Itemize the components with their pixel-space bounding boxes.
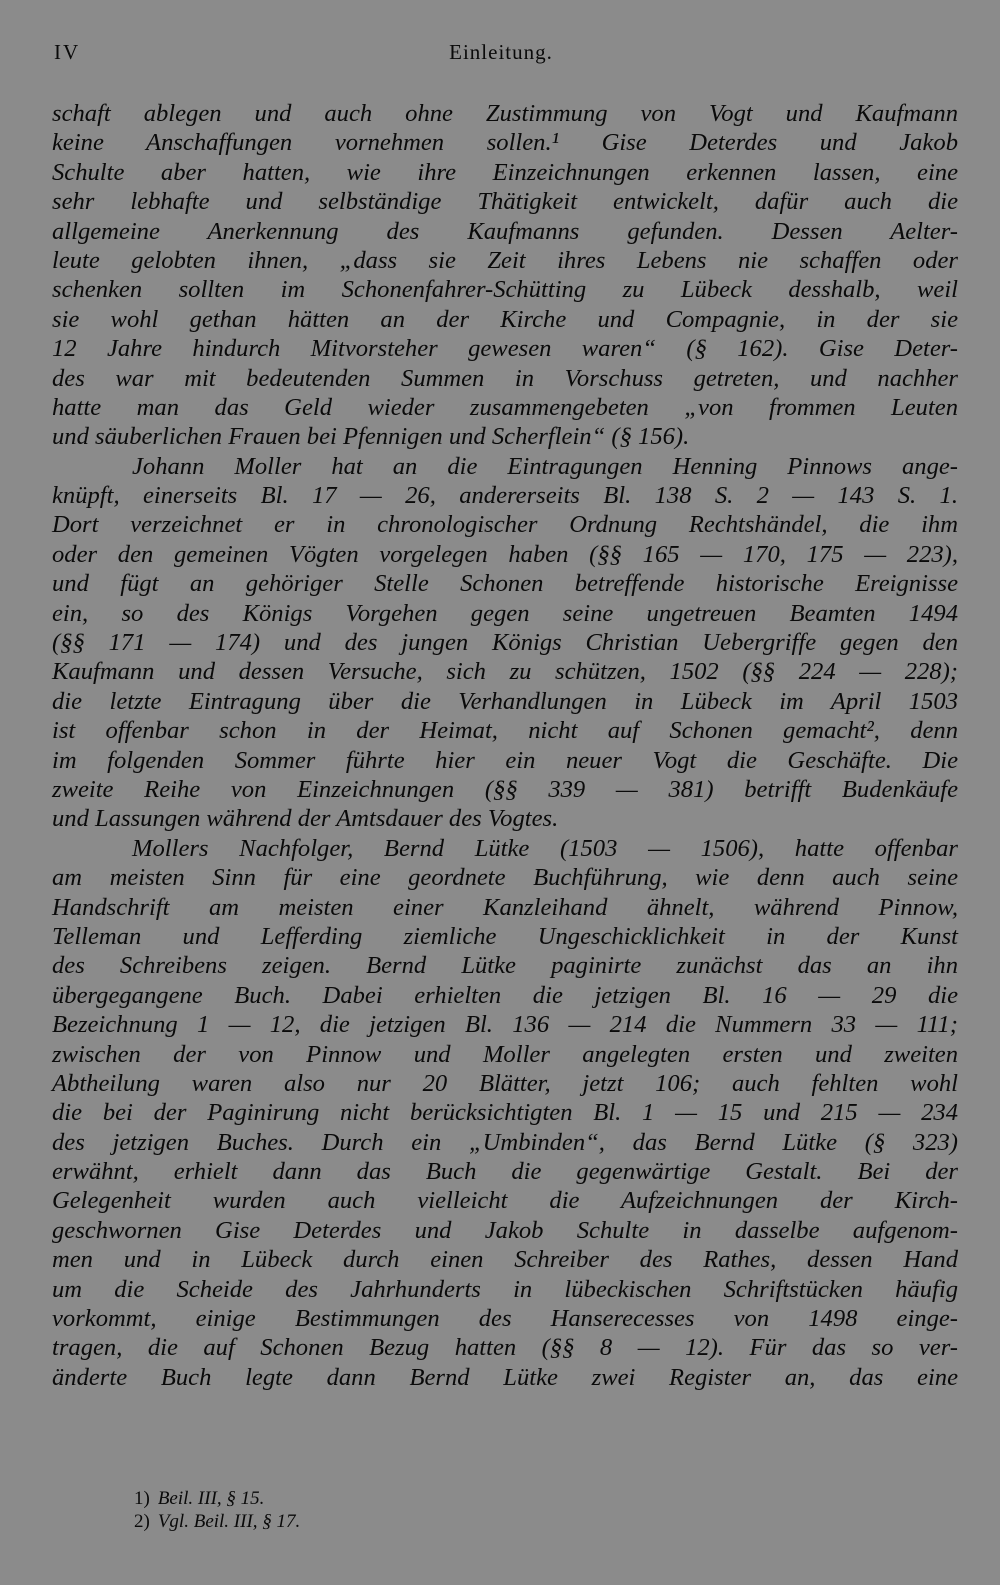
text-line: sehr lebhafte und selbständige Thätigkeit entwickelt, dafür auch die xyxy=(52,188,958,216)
text-line: sie wohl gethan hätten an der Kirche und Compagnie, in der sie xyxy=(52,305,958,333)
text-line: Mollers Nachfolger, Bernd Lütke (1503 — 1506), hatte offenbar xyxy=(132,834,958,862)
text-line: (§§ 171 — 174) und des jungen Königs Christian Uebergriffe gegen den xyxy=(52,629,958,657)
text-line: tragen, die auf Schonen Bezug hatten (§§ 8 — 12). Für das so ver- xyxy=(52,1334,958,1362)
text-line: die bei der Paginirung nicht berücksichtigten Bl. 1 — 15 und 215 — 234 xyxy=(52,1099,958,1127)
text-line: und Lassungen während der Amtsdauer des Vogtes. xyxy=(52,805,559,833)
text-line: Handschrift am meisten einer Kanzleihand ähnelt, während Pinnow, xyxy=(52,893,958,921)
footnote-text: Vgl. Beil. III, § 17. xyxy=(157,1511,301,1532)
footnotes xyxy=(134,1487,300,1533)
text-line: 12 Jahre hindurch Mitvorsteher gewesen waren“ (§ 162). Gise Deter- xyxy=(52,335,958,363)
text-line: zwischen der von Pinnow und Moller angelegten ersten und zweiten xyxy=(52,1040,958,1068)
text-line: um die Scheide des Jahrhunderts in lübeckischen Schriftstücken häufig xyxy=(52,1275,958,1303)
text-line: Schulte aber hatten, wie ihre Einzeichnungen erkennen lassen, eine xyxy=(52,158,958,186)
page-header xyxy=(54,40,948,70)
text-line: zweite Reihe von Einzeichnungen (§§ 339 — 381) betrifft Budenkäufe xyxy=(52,775,958,803)
text-line: im folgenden Sommer führte hier ein neuer Vogt die Geschäfte. Die xyxy=(52,746,958,774)
text-line: vorkommt, einige Bestimmungen des Hanserecesses von 1498 einge- xyxy=(52,1305,958,1333)
text-line: ein, so des Königs Vorgehen gegen seine ungetreuen Beamten 1494 xyxy=(52,599,958,627)
text-line: des jetzigen Buches. Durch ein „Umbinden“, das Bernd Lütke (§ 323) xyxy=(52,1128,958,1156)
text-line: Gelegenheit wurden auch vielleicht die Aufzeichnungen der Kirch- xyxy=(52,1187,958,1215)
text-line: übergegangene Buch. Dabei erhielten die jetzigen Bl. 16 — 29 die xyxy=(52,981,958,1009)
text-line: und fügt an gehöriger Stelle Schonen betreffende historische Ereignisse xyxy=(52,570,958,598)
text-line: schenken sollten im Schonenfahrer-Schütting zu Lübeck desshalb, weil xyxy=(52,276,958,304)
text-line: men und in Lübeck durch einen Schreiber des Rathes, dessen Hand xyxy=(52,1246,958,1274)
text-line: schaft ablegen und auch ohne Zustimmung von Vogt und Kaufmann xyxy=(52,100,958,127)
text-line: erwähnt, erhielt dann das Buch die gegenwärtige Gestalt. Bei der xyxy=(52,1158,958,1186)
text-line: leute gelobten ihnen, „dass sie Zeit ihres Lebens nie schaffen oder xyxy=(52,246,958,274)
text-line: am meisten Sinn für eine geordnete Buchführung, wie denn auch seine xyxy=(52,864,958,892)
footnote xyxy=(134,1510,300,1533)
footnote xyxy=(134,1487,300,1510)
text-line: ist offenbar schon in der Heimat, nicht auf Schonen gemacht², denn xyxy=(52,717,958,745)
footnote-text: Beil. III, § 15. xyxy=(157,1488,265,1509)
text-line: allgemeine Anerkennung des Kaufmanns gefunden. Dessen Aelter- xyxy=(52,217,958,245)
running-title: Einleitung. xyxy=(449,40,553,64)
text-line: Dort verzeichnet er in chronologischer Ordnung Rechtshändel, die ihm xyxy=(52,511,958,539)
text-line: Johann Moller hat an die Eintragungen Henning Pinnows ange- xyxy=(132,452,958,480)
footnote-number: 1) xyxy=(134,1488,150,1509)
text-line: keine Anschaffungen vornehmen sollen.¹ Gise Deterdes und Jakob xyxy=(52,129,958,157)
text-line: Abtheilung waren also nur 20 Blätter, jetzt 106; auch fehlten wohl xyxy=(52,1069,958,1097)
text-line: die letzte Eintragung über die Verhandlungen in Lübeck im April 1503 xyxy=(52,687,958,715)
text-line: des Schreibens zeigen. Bernd Lütke paginirte zunächst das an ihn xyxy=(52,952,958,980)
page-number: IV xyxy=(54,40,81,64)
text-line: knüpft, einerseits Bl. 17 — 26, andererseits Bl. 138 S. 2 — 143 S. 1. xyxy=(52,482,958,510)
text-line: änderte Buch legte dann Bernd Lütke zwei Register an, das eine xyxy=(52,1363,958,1391)
footnote-number: 2) xyxy=(134,1511,150,1532)
text-line: Kaufmann und dessen Versuche, sich zu schützen, 1502 (§§ 224 — 228); xyxy=(52,658,958,686)
text-line: geschwornen Gise Deterdes und Jakob Schulte in dasselbe aufgenom- xyxy=(52,1216,958,1244)
text-line: Telleman und Lefferding ziemliche Ungeschicklichkeit in der Kunst xyxy=(52,922,958,950)
text-line: des war mit bedeutenden Summen in Vorschuss getreten, und nachher xyxy=(52,364,958,392)
text-line: Bezeichnung 1 — 12, die jetzigen Bl. 136 — 214 die Nummern 33 — 111; xyxy=(52,1011,958,1039)
text-line: oder den gemeinen Vögten vorgelegen haben (§§ 165 — 170, 175 — 223), xyxy=(52,540,958,568)
text-line: hatte man das Geld wieder zusammengebeten „von frommen Leuten xyxy=(52,393,958,421)
text-line: und säuberlichen Frauen bei Pfennigen und Scherflein“ (§ 156). xyxy=(52,423,690,451)
body-text xyxy=(52,99,958,1392)
